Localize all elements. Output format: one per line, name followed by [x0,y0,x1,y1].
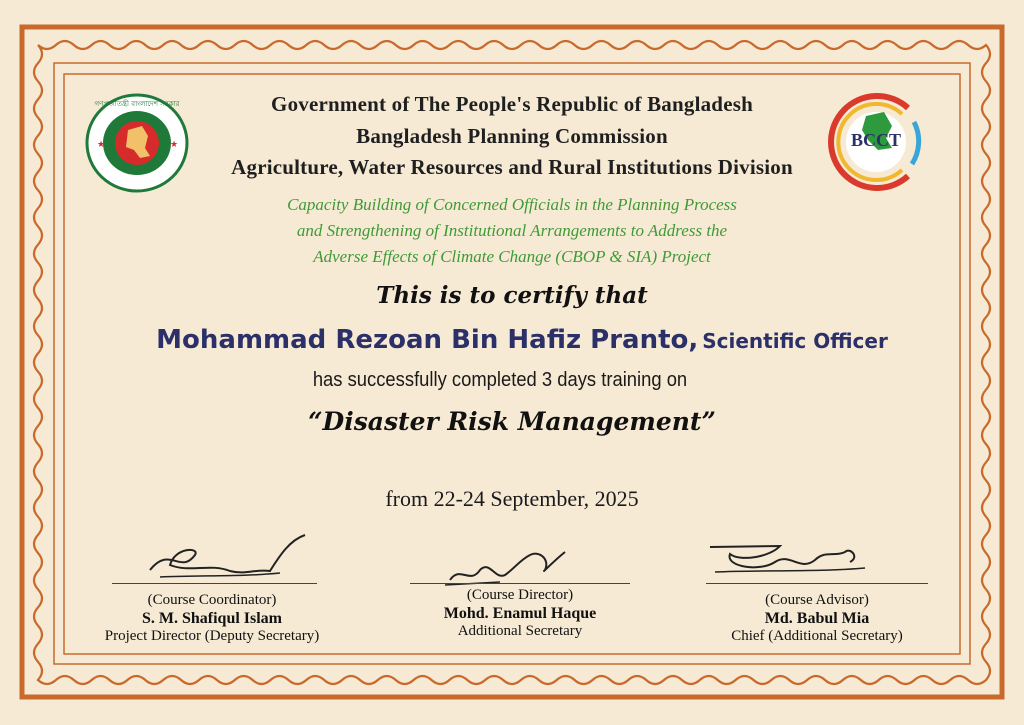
recipient-designation: Scientific Officer [702,329,888,353]
signature-line-advisor [706,583,928,584]
bcct-logo-text: BCCT [850,130,902,150]
project-line-3: Adverse Effects of Climate Change (CBOP & SIA) Project [313,247,711,266]
signatory-name: Md. Babul Mia [764,610,870,627]
signatory-title: Additional Secretary [457,623,583,639]
project-line-2: and Strengthening of Institutional Arrangements to Address the [296,221,728,240]
header-commission: Bangladesh Planning Commission [356,124,668,148]
header-government: Government of The People's Republic of Bangladesh [271,92,753,116]
signatory-title: Chief (Additional Secretary) [731,628,903,644]
seal-text: গণপ্রজাতন্ত্রী বাংলাদেশ সরকার [94,100,180,108]
signature-line-coordinator [112,583,317,584]
svg-text:★: ★ [170,139,179,149]
training-date: from 22-24 September, 2025 [385,486,639,511]
signature-coordinator [140,525,320,585]
course-title: “Disaster Risk Management” [308,407,716,436]
completion-text: has successfully completed 3 days training on [312,369,688,391]
signatory-title: Project Director (Deputy Secretary) [104,628,320,644]
recipient-name: Mohammad Rezoan Bin Hafiz Pranto, [156,325,699,355]
signatory-director [400,587,640,640]
signatory-name: S. M. Shafiqul Islam [141,610,283,627]
recipient-line [10,325,1024,355]
project-line-1: Capacity Building of Concerned Officials in the Planning Process [287,195,737,214]
signatory-name: Mohd. Enamul Haque [443,605,597,622]
signatory-role: (Course Coordinator) [147,592,277,608]
signatory-role: (Course Advisor) [765,592,869,608]
header-division: Agriculture, Water Resources and Rural Institutions Division [231,155,793,179]
signatory-role: (Course Director) [466,587,574,603]
signatory-advisor [697,592,937,645]
svg-text:★: ★ [97,139,106,149]
certify-text: This is to certify that [376,282,648,309]
signature-line-director [410,583,630,584]
signature-advisor [700,532,870,582]
signatory-coordinator [92,592,332,645]
